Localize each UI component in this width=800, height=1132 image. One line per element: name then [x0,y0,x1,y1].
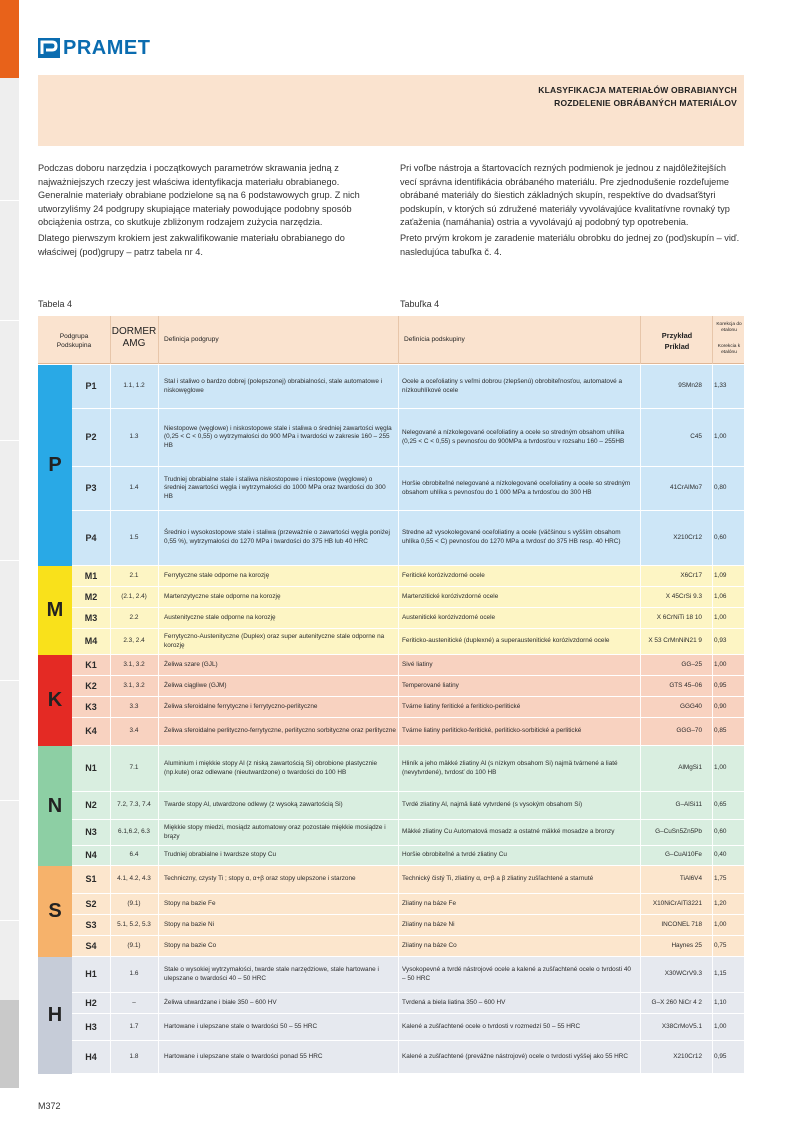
intro-pl-paragraph: Podczas doboru narzędzia i początkowych parametrów skrawania jedną z najważniejszych rzeczy jest właściwa identyfikacja materiału obrabianego. Generalnie materiały obrabiane podzielone są na 6 podstawowych grup. Z nich utworzyliśmy 24 podgrupy skupiające materiały powodujące podobny sposób obciążenia ostrza, co skutkuje zbliżonym rodzajem zużycia narzędzia. [38,163,360,228]
table-row [72,957,744,993]
group-letter-m: M [38,566,72,655]
subgroup-code: K3 [85,701,97,712]
definition-sk: Tvárne liatiny perliticko-feritické, perliticko-sorbitické a perlitické [402,727,582,735]
table-row [72,820,744,846]
subgroup-code: K2 [85,680,97,691]
example-material: G–X 260 NiCr 4 2 [651,998,702,1006]
subgroup-code: M3 [84,612,98,623]
definition-pl: Ferrytyczno-Austenityczne (Duplex) oraz super autenityczne stale odporne na korozję [164,632,385,649]
intro-sk-paragraph: Pri voľbe nástroja a štartovacích rezných podmienok je jednou z najdôležitejších vecí správna identifikácia obrábaného materiálu. Pre zjednodušenie rozdeľujeme obrábané materiály do šiestich základných skupín, respektíve do dvadsaťštyri podskupín, v ktorých sú združené materiály vyvolávajúce kvalitatívne rovnaký typ zaťaženia (namáhania) ostria a vyvolávajú aj podobný typ opotrebenia. [400,163,730,228]
correction-factor: 1,33 [714,382,727,390]
correction-factor: 0,93 [714,637,727,645]
group-letter-p: P [38,365,72,566]
definition-pl: Żeliwa sferoidalne ferrytyczne i ferrytyczno-perlityczne [164,702,318,710]
definition-sk: Ocele a oceľoliatiny s veľmi dobrou (zlepšenú) obrobiteľnosťou, automatové a nízkouhlíkové ocele [402,377,623,394]
dormer-amg-code: 4.1, 4.2, 4.3 [117,875,151,883]
definition-pl: Martenzytyczne stale odporne na korozję [164,592,281,600]
example-material: 41CrAlMo7 [670,484,702,492]
subgroup-code: P1 [85,381,97,392]
subgroup-code: M4 [84,636,98,647]
example-material: X6Cr17 [680,571,702,579]
subgroup-code: S2 [85,898,97,909]
definition-sk: Zliatiny na báze Co [402,941,457,949]
definition-sk: Mäkké zliatiny Cu Automatová mosadz a ostatné mäkké mosadze a bronzy [402,828,615,836]
header-correction-pl: Korekcja do etalonu [716,322,742,333]
definition-sk: Hliník a jeho mäkké zliatiny Al (s nízkym obsahom Si) najmä tvárnené a liaté (nevytvrdené), tvrdosť do 100 HB [402,759,618,776]
definition-pl: Austenityczne stale odporne na korozję [164,613,276,621]
example-material: GTS 45–06 [669,681,702,689]
example-material: GGG–70 [676,727,702,735]
dormer-amg-code: 5.1, 5.2, 5.3 [117,920,151,928]
definition-sk: Feriticko-austenitické (duplexné) a superaustenitické korózivzdorné ocele [402,637,610,645]
correction-factor: 1,00 [714,764,727,772]
header-example [642,330,712,352]
dormer-amg-code: 1.1, 1.2 [123,382,145,390]
example-material: X38CrMoV5.1 [661,1022,702,1030]
subgroup-code: H3 [85,1021,97,1032]
table-row [72,846,744,866]
example-material: GGG40 [679,702,702,710]
dormer-amg-code: (2.1, 2.4) [121,592,147,600]
correction-factor: 1,10 [714,998,727,1006]
definition-sk: Horšie obrobiteľné a tvrdé zliatiny Cu [402,851,507,859]
dormer-amg-code: 2.2 [129,613,139,621]
definition-pl: Stopy na bazie Fe [164,899,216,907]
example-material: Haynes 25 [671,941,702,949]
header-group-pl: Podgrupa [59,333,89,340]
table-row [72,676,744,697]
table-row [72,697,744,718]
example-material: X 45CrSi 9.3 [665,592,702,600]
correction-factor: 0,95 [714,1052,727,1060]
table-row [72,587,744,608]
table-row [72,746,744,792]
table-header [38,316,744,364]
subgroup-code: M1 [84,570,98,581]
example-material: C45 [690,433,702,441]
correction-factor: 0,40 [714,851,727,859]
title-band [38,75,744,146]
definition-pl: Twarde stopy Al, utwardzone odlewy (z wysoką zawartością Si) [164,801,343,809]
definition-sk: Feritické korózivzdorné ocele [402,571,485,579]
subgroup-code: H2 [85,997,97,1008]
definition-pl: Żeliwa ciągliwe (GJM) [164,681,227,689]
table-row [72,409,744,467]
definition-pl: Techniczny, czysty Ti ; stopy α, α+β oraz stopy ulepszone i starzone [164,875,356,883]
example-material: X30WCrV9.3 [664,970,702,978]
dormer-amg-code: 3.3 [129,702,139,710]
group-letter-n: N [38,746,72,866]
subgroup-code: N3 [85,827,97,838]
dormer-amg-code: 3.4 [129,727,139,735]
table-row [72,365,744,409]
example-material: X 6CrNiTi 18 10 [656,613,702,621]
definition-sk: Temperované liatiny [402,681,459,689]
example-material: AlMgSi1 [678,764,702,772]
table-row [72,655,744,676]
dormer-amg-code: (9.1) [127,899,141,907]
table-caption-pl: Tabela 4 [38,299,73,309]
definition-pl: Miękkie stopy miedzi, mosiądz automatowy oraz pozostałe miękkie mosiądze i brązy [164,823,386,840]
header-dormer-brand: DORMER [111,326,157,337]
table-row [72,1014,744,1041]
definition-pl: Żeliwa utwardzane i białe 350 – 600 HV [164,998,277,1006]
header-definition-sk: Definícia podskupiny [404,336,465,343]
correction-factor: 0,80 [714,484,727,492]
definition-pl: Aluminium i miękkie stopy Al (z niską zawartością Si) obrobione plastycznie (np.kute) oraz odlewane (nieutwardzone) o twardości do 100 HB [164,759,378,776]
table-row [72,718,744,746]
subgroup-code: P2 [85,432,97,443]
subgroup-code: P4 [85,532,97,543]
example-material: X10NiCrAlTi3221 [652,899,702,907]
correction-factor: 0,95 [714,681,727,689]
table-row [72,1041,744,1074]
brand-logo [38,38,150,58]
dormer-amg-code: 3.1, 3.2 [123,681,145,689]
dormer-amg-code: 1.6 [129,970,139,978]
definition-pl: Stopy na bazie Ni [164,920,215,928]
dormer-amg-code: 6.4 [129,851,139,859]
definition-sk: Zliatiny na báze Fe [402,899,456,907]
definition-sk: Kalené a zušľachtené ocele o tvrdosti v rozmedzí 50 – 55 HRC [402,1022,581,1030]
side-index-active [0,1000,19,1088]
table-row [72,936,744,957]
subgroup-code: S4 [85,940,97,951]
table-row [72,629,744,655]
subgroup-code: N1 [85,763,97,774]
definition-pl: Stopy na bazie Co [164,941,217,949]
page-title-sk: ROZDELENIE OBRÁBANÝCH MATERIÁLOV [554,98,737,108]
header-example-sk: Príklad [664,342,690,351]
brand-name: PRAMET [63,37,151,59]
header-group-sk: Podskupina [56,342,92,349]
dormer-amg-code: 1.3 [129,433,139,441]
example-material: G–CuAl10Fe [665,851,702,859]
correction-factor: 1,00 [714,433,727,441]
page-number: M372 [38,1101,61,1111]
header-definition-pl: Definicja podgrupy [164,336,219,343]
example-material: G–AlSi11 [675,801,702,809]
definition-pl: Niestopowe (węglowe) i niskostopowe stale i staliwa o średniej zawartości węgla (0,25 < C < 0,55) o wytrzymałości do 900 MPa i twardości w zakresie 160 – 255 HB [164,424,392,449]
group-letter-s: S [38,866,72,957]
dormer-amg-code: 2.1 [129,571,139,579]
group-letter-h: H [38,957,72,1074]
header-example-pl: Przykład [661,331,693,340]
header-correction-sk: Korekcia k etalónu [717,344,741,355]
definition-pl: Trudniej obrabialne stale i staliwa niskostopowe i niestopowe (węglowe) o średniej zawartości węgla i wytrzymałości do 1000 MPa oraz twardości do 300 HB [164,475,386,500]
correction-factor: 0,60 [714,828,727,836]
dormer-amg-code: 3.1, 3.2 [123,660,145,668]
dormer-amg-code: (9.1) [127,941,141,949]
intro-sk [400,162,745,261]
definition-sk: Tvrdená a biela liatina 350 – 600 HV [402,998,506,1006]
subgroup-code: N2 [85,800,97,811]
definition-sk: Tvrdé zliatiny Al, najmä liaté vytvrdené (s vysokým obsahom Si) [402,801,583,809]
correction-factor: 1,00 [714,613,727,621]
subgroup-code: N4 [85,850,97,861]
correction-factor: 1,09 [714,571,727,579]
example-material: GG–25 [681,660,702,668]
correction-factor: 0,65 [714,801,727,809]
definition-sk: Tvárne liatiny feritické a feriticko-perlitické [402,702,521,710]
example-material: X210Cr12 [673,533,702,541]
example-material: X 53 CrMnNiN21 9 [648,637,702,645]
header-group [38,332,110,350]
definition-sk: Zliatiny na báze Ni [402,920,455,928]
table-row [72,511,744,566]
correction-factor: 1,20 [714,899,727,907]
correction-factor: 0,60 [714,533,727,541]
pramet-logo-icon [38,38,60,58]
table-row [72,608,744,629]
definition-sk: Horšie obrobiteľné nelegované a nízkolegované oceľoliatiny a ocele so stredným obsahom uhlíka s pevnosťou do 1 000 MPa a tvrdosťou do 300 HB [402,479,631,496]
correction-factor: 1,00 [714,1022,727,1030]
definition-sk: Kalené a zušľachtené (prevážne nástrojové) ocele o tvrdosti vyššej ako 55 HRC [402,1052,629,1060]
header-dormer [110,326,158,350]
dormer-amg-code: – [132,998,136,1006]
subgroup-code: K4 [85,726,97,737]
example-material: X210Cr12 [673,1052,702,1060]
table-row [72,566,744,587]
dormer-amg-code: 1.8 [129,1052,139,1060]
dormer-amg-code: 1.7 [129,1022,139,1030]
example-material: G–CuSn5Zn5Pb [655,828,702,836]
dormer-amg-code: 1.5 [129,533,139,541]
table-row [72,866,744,894]
subgroup-code: K1 [85,659,97,670]
definition-pl: Żeliwa szare (GJL) [164,660,218,668]
subgroup-code: S1 [85,874,97,885]
subgroup-code: S3 [85,919,97,930]
intro-pl-paragraph: Dlatego pierwszym krokiem jest zakwalifikowanie materiału obrabianego do właściwej (pod)grupy – patrz tabela nr 4. [38,232,345,257]
definition-sk: Nelegované a nízkolegované oceľoliatiny a ocele so stredným obsahom uhlíka (0,25 < C < 0,55) s pevnosťou do 900MPa a tvrdosťou v rozsahu 160 – 255HB [402,428,625,445]
dormer-amg-code: 7.2, 7.3, 7.4 [117,801,151,809]
correction-factor: 1,00 [714,920,727,928]
definition-sk: Technický čistý Ti, zliatiny α, α+β a β zliatiny zušľachtené a starnuté [402,875,594,883]
correction-factor: 1,00 [714,660,727,668]
correction-factor: 1,06 [714,592,727,600]
intro-sk-paragraph: Preto prvým krokom je zaradenie materiálu obrobku do jednej zo (pod)skupín – viď. nasledujúca tabuľka č. 4. [400,232,740,257]
intro-pl [38,162,383,261]
subgroup-code: H4 [85,1051,97,1062]
correction-factor: 1,15 [714,970,727,978]
example-material: TiAl6V4 [679,875,702,883]
side-index-strip [0,78,19,1088]
definition-pl: Trudniej obrabialne i twardsze stopy Cu [164,851,277,859]
dormer-amg-code: 1.4 [129,484,139,492]
group-letter-k: K [38,655,72,746]
header-amg: AMG [122,338,146,349]
subgroup-code: P3 [85,483,97,494]
definition-sk: Martenzitické korózivzdorné ocele [402,592,499,600]
example-material: 9SMn28 [678,382,702,390]
definition-pl: Hartowane i ulepszane stale o twardości 50 – 55 HRC [164,1022,318,1030]
subgroup-code: M2 [84,591,98,602]
side-tab-orange [0,0,19,78]
definition-sk: Austenitické korózivzdorné ocele [402,613,496,621]
table-caption-sk: Tabuľka 4 [400,299,440,309]
subgroup-code: H1 [85,969,97,980]
definition-pl: Stale o wysokiej wytrzymałości, twarde stale narzędziowe, stale hartowane i ulepszane o twardości 40 – 50 HRC [164,965,379,982]
correction-factor: 1,75 [714,875,727,883]
definition-pl: Ferrytyczne stale odporne na korozję [164,571,270,579]
table-row [72,915,744,936]
definition-sk: Stredne až vysokolegované oceľoliatiny a ocele (väčšinou s vyšším obsahom uhlíka 0,55 < C) pevnosťou do 1270 MPa a tvrdosť do 375 HB resp. 40 HRC) [402,529,621,545]
definition-sk: Sivé liatiny [402,660,433,668]
dormer-amg-code: 7.1 [129,764,139,772]
example-material: INCONEL 718 [661,920,702,928]
definition-pl: Żeliwa sferoidalne perlityczno-ferrytyczne, perlityczno sorbityczne oraz perlityczne [164,727,396,735]
correction-factor: 0,75 [714,941,727,949]
dormer-amg-code: 6.1,6.2, 6.3 [118,828,150,836]
definition-pl: Stal i staliwo o bardzo dobrej (polepszonej) obrabialności, stale automatowe i niskowęglowe [164,377,383,394]
dormer-amg-code: 2.3, 2.4 [123,637,145,645]
table-row [72,993,744,1014]
table-row [72,792,744,820]
page-title-pl: KLASYFIKACJA MATERIAŁÓW OBRABIANYCH [538,85,737,95]
correction-factor: 0,90 [714,702,727,710]
definition-pl: Hartowane i ulepszane stale o twardości ponad 55 HRC [164,1052,323,1060]
table-row [72,467,744,511]
definition-pl: Średnio i wysokostopowe stale i staliwa (przeważnie o zawartości węgla poniżej 0,55 %), wytrzymałości do 1270 MPa i twardości do 375 HB lub 40 HRC [164,529,390,545]
definition-sk: Vysokopevné a tvrdé nástrojové ocele a kalené a zušľachtené ocele o tvrdosti 40 – 50 HRC [402,965,631,982]
table-row [72,894,744,915]
correction-factor: 0,85 [714,727,727,735]
